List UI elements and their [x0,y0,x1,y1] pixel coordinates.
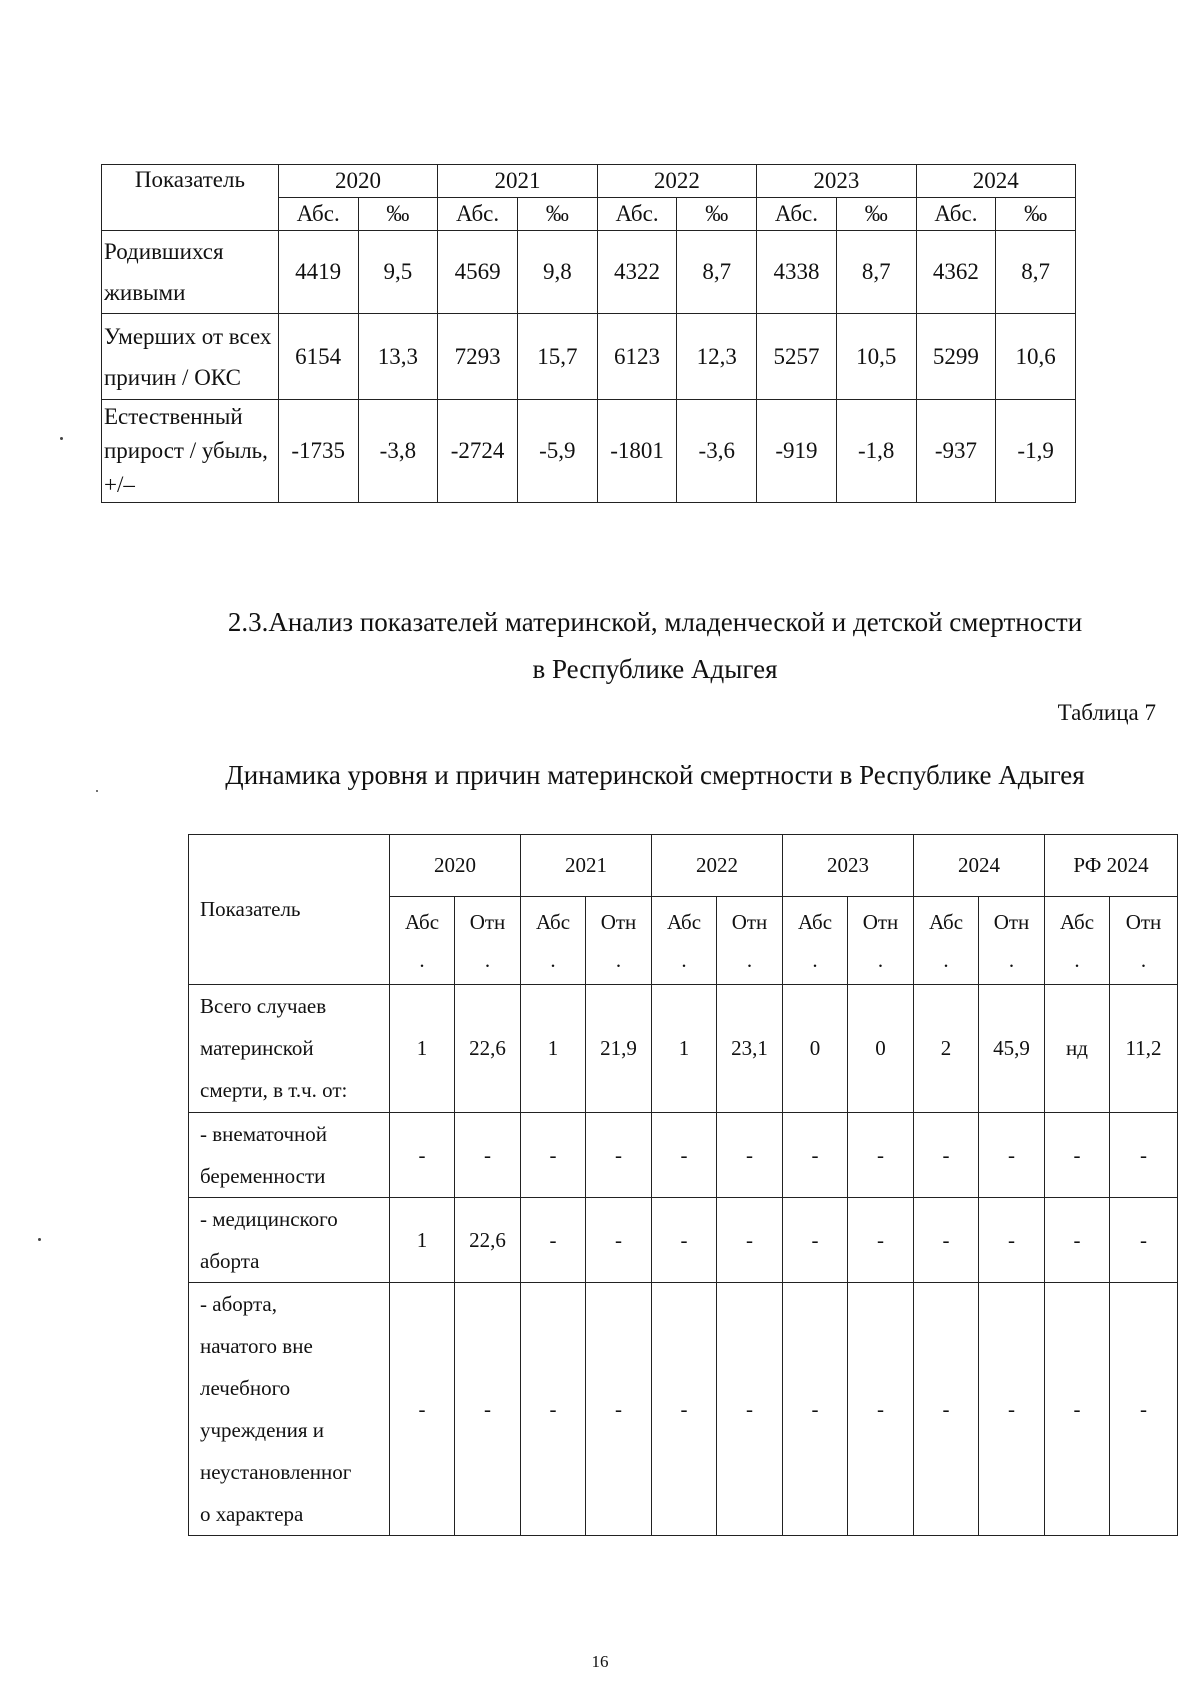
cell: 5257 [757,314,837,400]
cell: 8,7 [996,231,1076,314]
scan-speck [60,437,63,440]
header-abs: Абс. [278,198,358,231]
header-year: 2022 [652,835,783,897]
cell: 4419 [278,231,358,314]
cell: - [717,1113,783,1198]
cell: -3,8 [358,400,438,503]
header-year: 2024 [914,835,1045,897]
header-abs: Абс . [652,897,717,985]
header-rel: Отн . [586,897,652,985]
header-rel: ‰ [358,198,438,231]
cell: -5,9 [517,400,597,503]
cell: 11,2 [1110,985,1178,1113]
header-rel: Отн . [455,897,521,985]
cell: 4322 [597,231,677,314]
cell: - [717,1198,783,1283]
header-indicator: Показатель [189,835,390,985]
row-label: Умерших от всех причин / ОКС [102,314,279,400]
header-rel: ‰ [996,198,1076,231]
cell: - [390,1283,455,1536]
cell: - [586,1113,652,1198]
header-year: 2024 [916,165,1075,198]
cell: - [914,1198,979,1283]
cell: 10,5 [836,314,916,400]
header-abs: Абс . [521,897,586,985]
page-number: 16 [591,1652,609,1671]
cell: - [783,1198,848,1283]
cell: - [455,1113,521,1198]
cell: 0 [783,985,848,1113]
cell: 6154 [278,314,358,400]
cell: 22,6 [455,1198,521,1283]
cell: - [1110,1113,1178,1198]
scan-speck [96,790,98,792]
cell: - [979,1113,1045,1198]
row-label: Естественный прирост / убыль, +/– [102,400,279,503]
cell: - [979,1283,1045,1536]
header-abs: Абс. [916,198,996,231]
header-year: 2023 [757,165,916,198]
cell: 1 [390,1198,455,1283]
cell: - [848,1283,914,1536]
cell: -919 [757,400,837,503]
cell: - [521,1283,586,1536]
table-row [189,1113,1178,1198]
cell: 45,9 [979,985,1045,1113]
cell: 22,6 [455,985,521,1113]
header-indicator: Показатель [102,165,279,231]
cell: -2724 [438,400,518,503]
cell: 4569 [438,231,518,314]
table-row [189,985,1178,1113]
cell: 9,5 [358,231,438,314]
cell: 4338 [757,231,837,314]
cell: - [848,1198,914,1283]
cell: 12,3 [677,314,757,400]
cell: 1 [521,985,586,1113]
cell: - [586,1283,652,1536]
header-abs: Абс . [914,897,979,985]
cell: 15,7 [517,314,597,400]
scan-speck [38,1238,41,1241]
cell: - [455,1283,521,1536]
cell: - [979,1198,1045,1283]
header-abs: Абс. [757,198,837,231]
section-title: 2.3.Анализ показателей материнской, младенческой и детской смертности в Республике Адыгея [227,607,1083,684]
cell: - [848,1113,914,1198]
row-label: - внематочной беременности [189,1113,390,1198]
header-rel: Отн . [848,897,914,985]
header-year: 2022 [597,165,756,198]
cell: - [586,1198,652,1283]
cell: нд [1045,985,1110,1113]
row-label: - аборта, начатого вне лечебного учреждения и неустановленног о характера [189,1283,390,1536]
cell: 0 [848,985,914,1113]
cell: - [1110,1283,1178,1536]
header-abs: Абс . [1045,897,1110,985]
cell: 1 [652,985,717,1113]
header-year: 2021 [521,835,652,897]
row-label: Родившихся живыми [102,231,279,314]
cell: - [652,1198,717,1283]
cell: - [783,1283,848,1536]
table-caption: Динамика уровня и причин материнской смертности в Республике Адыгея [225,760,1085,790]
header-rel: Отн . [979,897,1045,985]
cell: -3,6 [677,400,757,503]
header-rel: ‰ [677,198,757,231]
cell: - [390,1113,455,1198]
cell: 2 [914,985,979,1113]
cell: - [521,1198,586,1283]
table-number: Таблица 7 [1057,700,1156,725]
cell: -1735 [278,400,358,503]
header-rel: ‰ [836,198,916,231]
maternal-mortality-table [188,834,1178,1536]
cell: - [914,1113,979,1198]
header-year: 2023 [783,835,914,897]
cell: 9,8 [517,231,597,314]
cell: - [1045,1283,1110,1536]
cell: 10,6 [996,314,1076,400]
row-label: - медицинского аборта [189,1198,390,1283]
header-rel: Отн . [1110,897,1178,985]
header-abs: Абс. [438,198,518,231]
cell: 21,9 [586,985,652,1113]
cell: - [1110,1198,1178,1283]
cell: - [914,1283,979,1536]
header-year: 2020 [390,835,521,897]
table-row [189,1198,1178,1283]
cell: 5299 [916,314,996,400]
cell: - [1045,1113,1110,1198]
cell: - [652,1113,717,1198]
cell: 8,7 [677,231,757,314]
header-abs: Абс. [597,198,677,231]
cell: -1801 [597,400,677,503]
cell: 7293 [438,314,518,400]
cell: -937 [916,400,996,503]
cell: 1 [390,985,455,1113]
cell: - [521,1113,586,1198]
header-year: РФ 2024 [1045,835,1178,897]
header-rel: Отн . [717,897,783,985]
cell: - [717,1283,783,1536]
cell: - [1045,1198,1110,1283]
cell: 23,1 [717,985,783,1113]
header-abs: Абс . [783,897,848,985]
table-row [102,314,1076,400]
table-row [102,400,1076,503]
table-row [189,1283,1178,1536]
cell: 4362 [916,231,996,314]
cell: 6123 [597,314,677,400]
header-abs: Абс . [390,897,455,985]
header-year: 2021 [438,165,597,198]
cell: -1,9 [996,400,1076,503]
header-rel: ‰ [517,198,597,231]
row-label: Всего случаев материнской смерти, в т.ч. от: [189,985,390,1113]
cell: -1,8 [836,400,916,503]
cell: 8,7 [836,231,916,314]
cell: - [652,1283,717,1536]
cell: - [783,1113,848,1198]
table-row [102,231,1076,314]
cell: 13,3 [358,314,438,400]
natural-movement-table [101,164,1076,503]
header-year: 2020 [278,165,437,198]
